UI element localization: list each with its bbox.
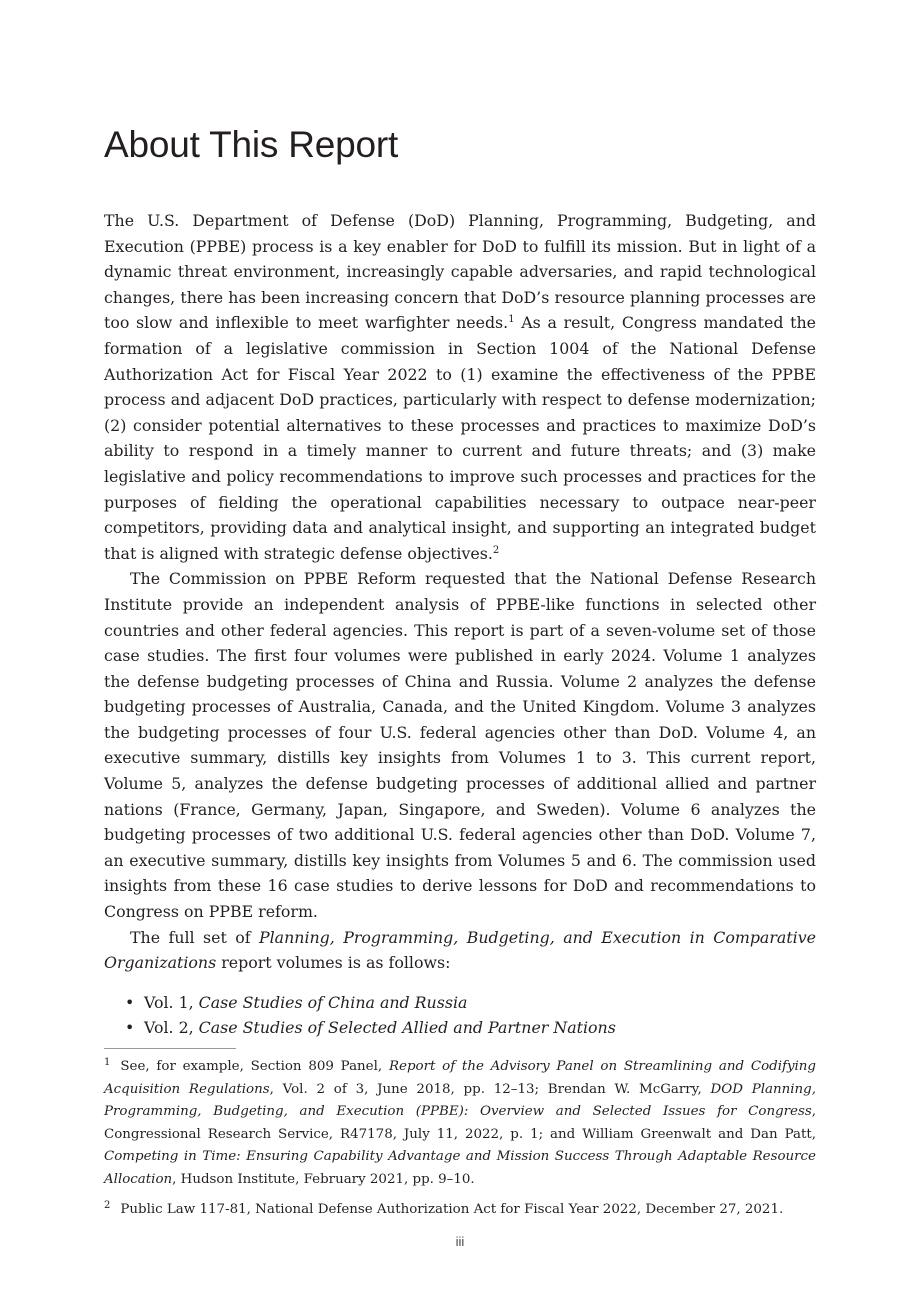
paragraph-1-text-a: The U.S. Department of Defense (DoD) Planning, Programming, Budgeting, and Execution (PPBE) process is a key enabler for DoD to fulfill its mission. But in light of a dynamic threat environment, increasingly capable adversaries, and rapid technological changes, there has been increasing concern that DoD’s resource planning processes are too slow and inflexible to meet warfighter needs. (104, 211, 816, 333)
report-body (104, 208, 816, 1041)
footnote-1-part-5: Competing in Time: Ensuring Capability Advantage and Mission Success Through Adaptable Resource Allocation (104, 1149, 816, 1187)
footnote-1-part-6: , Hudson Institute, February 2021, pp. 9–10. (172, 1171, 475, 1187)
bullet-icon: • (125, 992, 135, 1012)
footnote-2-part-0: Public Law 117-81, National Defense Authorization Act for Fiscal Year 2022, December 27, 2021. (120, 1201, 784, 1217)
paragraph-3-text-a: The full set of (130, 927, 259, 947)
volume-label: Vol. 1, (144, 992, 199, 1012)
page-title: About This Report (104, 124, 399, 165)
footnote-1-part-2: , Vol. 2 of 3, June 2018, pp. 12–13; Brendan W. McGarry, (269, 1081, 711, 1097)
volume-title: Case Studies of China and Russia (198, 992, 468, 1012)
page-number: iii (455, 1234, 465, 1249)
volume-label: Vol. 2, (144, 1018, 199, 1038)
paragraph-2: The Commission on PPBE Reform requested that the National Defense Research Institute provide an independent analysis of PPBE-like functions in selected other countries and other federal agencies. This report is part of a seven-volume set of those case studies. The first four volumes were published in early 2024. Volume 1 analyzes the defense budgeting processes of China and Russia. Volume 2 analyzes the defense budgeting processes of Australia, Canada, and the United Kingdom. Volume 3 analyzes the budgeting processes of four U.S. federal agencies other than DoD. Volume 4, an executive summary, distills key insights from Volumes 1 to 3. This current report, Volume 5, analyzes the defense budgeting processes of additional allied and partner nations (France, Germany, Japan, Singapore, and Sweden). Volume 6 analyzes the budgeting processes of two additional U.S. federal agencies other than DoD. Volume 7, an executive summary, distills key insights from Volumes 5 and 6. The commission used insights from these 16 case studies to derive lessons for DoD and recommendations to Congress on PPBE reform. (104, 569, 816, 922)
footnote-number: 1 (104, 1057, 111, 1068)
footnote-number: 2 (104, 1199, 111, 1211)
paragraph-1 (104, 208, 816, 566)
footnote-1-part-1: Report of the Advisory Panel on Streamlining and Codifying Acquisition Regulations (104, 1059, 817, 1097)
footnote-1 (104, 1056, 816, 1192)
paragraph-3-text-b: report volumes is as follows: (216, 953, 451, 973)
footnote-2 (104, 1199, 816, 1222)
volume-list (104, 990, 816, 1041)
footnotes (104, 1056, 816, 1228)
footnote-1-part-4: , Congressional Research Service, R47178, July 11, 2022, p. 1; and William Greenwalt and Dan Patt, (104, 1104, 816, 1142)
paragraph-3 (104, 925, 816, 976)
volume-title: Case Studies of Selected Allied and Partner Nations (198, 1018, 616, 1038)
bullet-icon: • (125, 1018, 135, 1038)
paragraph-1-text-b: As a result, Congress mandated the formation of a legislative commission in Section 1004 of the National Defense Authorization Act for Fiscal Year 2022 to (1) examine the effectiveness of the PPBE process and adjacent DoD practices, particularly with respect to defense modernization; (2) consider potential alternatives to these processes and practices to maximize DoD’s ability to respond in a timely manner to current and future threats; and (3) make legislative and policy recommendations to improve such processes and practices for the purposes of fielding the operational capabilities necessary to outpace near-peer competitors, providing data and analytical insight, and supporting an integrated budget that is aligned with strategic defense objectives. (104, 313, 816, 563)
footnote-divider (104, 1048, 236, 1049)
footnote-ref-1: 1 (508, 314, 515, 326)
footnote-1-part-0: See, for example, Section 809 Panel, (120, 1059, 389, 1074)
list-item (104, 990, 816, 1016)
list-item (104, 1015, 816, 1041)
footnote-ref-2: 2 (492, 544, 500, 556)
footnote-1-part-3: DOD Planning, Programming, Budgeting, and Execution (PPBE): Overview and Selected Issues for Congress (104, 1081, 816, 1120)
series-title: Planning, Programming, Budgeting, and Execution in Comparative Organizations (104, 927, 816, 973)
